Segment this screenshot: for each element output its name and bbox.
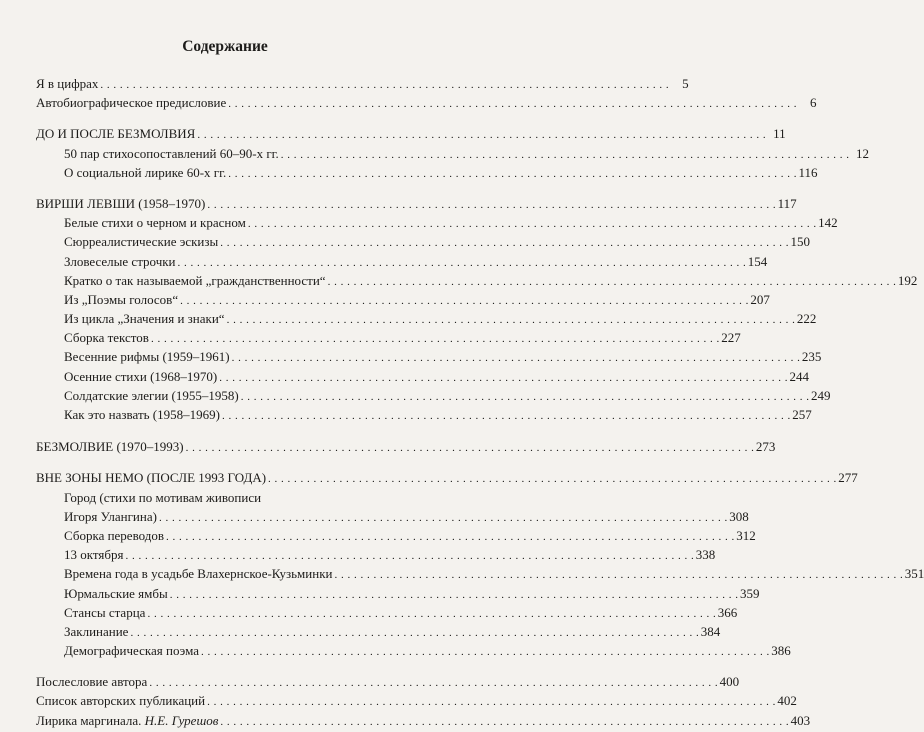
toc-entry-page: 222 bbox=[796, 311, 817, 327]
toc-entry-continued bbox=[36, 507, 749, 526]
toc-entry-title: Я в цифрах bbox=[36, 76, 99, 91]
dot-leader bbox=[186, 439, 754, 458]
toc-entry-title: 50 пар стихосопоставлений 60–90-х гг. bbox=[64, 145, 279, 161]
toc-entry-title: Как это назвать (1958–1969) bbox=[64, 407, 220, 422]
toc-entry bbox=[36, 347, 822, 366]
toc-entry bbox=[36, 144, 870, 163]
toc-entry bbox=[36, 309, 817, 328]
dot-leader bbox=[147, 605, 715, 624]
toc-entry-page: 277 bbox=[838, 470, 858, 486]
toc-entry bbox=[36, 386, 831, 405]
toc-entry bbox=[36, 252, 768, 271]
toc-section-heading bbox=[36, 437, 776, 456]
dot-leader bbox=[232, 349, 800, 368]
dot-leader bbox=[207, 196, 775, 215]
toc-entry bbox=[36, 232, 810, 251]
toc-entry-page: 11 bbox=[773, 126, 786, 142]
dot-leader bbox=[220, 234, 788, 253]
dot-leader bbox=[151, 330, 719, 349]
toc-entry-page: 235 bbox=[801, 349, 822, 365]
dot-leader bbox=[207, 693, 775, 712]
toc-entry-title: Белые стихи о черном и красном bbox=[64, 215, 246, 231]
dot-leader bbox=[281, 146, 849, 165]
toc-entry-title: ВНЕ ЗОНЫ НЕМО (ПОСЛЕ 1993 ГОДА) bbox=[36, 470, 267, 486]
toc-entry-page: 308 bbox=[729, 508, 749, 524]
page-title: Содержание bbox=[182, 38, 268, 55]
toc-entry bbox=[36, 93, 817, 112]
toc-entry bbox=[36, 367, 810, 386]
toc-entry bbox=[36, 622, 721, 641]
toc-entry-page: 207 bbox=[750, 291, 770, 307]
toc-entry-title: Сборка переводов bbox=[64, 527, 165, 543]
toc-entry-page: 5 bbox=[682, 76, 689, 91]
toc-entry-title: Сюрреалистические эскизы bbox=[64, 234, 219, 250]
toc-entry-page: 312 bbox=[736, 527, 756, 543]
toc-entry-title: Город (стихи по мотивам живописи bbox=[64, 489, 262, 505]
toc-entry-page: 12 bbox=[856, 145, 870, 161]
toc-entry-title bbox=[36, 711, 218, 730]
dot-leader bbox=[248, 215, 816, 234]
toc-entry bbox=[36, 641, 791, 660]
toc-entry-page: 386 bbox=[771, 643, 791, 659]
dot-leader bbox=[166, 528, 734, 547]
toc-entry-page: 359 bbox=[739, 585, 760, 601]
toc-entry-page: 150 bbox=[790, 234, 810, 250]
toc-entry-title: Из „Поэмы голосов“ bbox=[64, 291, 179, 307]
toc-entry-author: Н.Е. Гурешов bbox=[144, 712, 219, 728]
toc-entry-page: 116 bbox=[798, 164, 818, 180]
dot-leader bbox=[228, 95, 796, 114]
toc-section-heading bbox=[36, 468, 858, 487]
toc-entry-page: 338 bbox=[695, 547, 716, 563]
toc-entry-title: Сборка текстов bbox=[64, 330, 149, 346]
toc-entry bbox=[36, 584, 760, 603]
toc-section-heading bbox=[36, 124, 786, 143]
toc-entry bbox=[36, 271, 918, 290]
toc-entry-page: 6 bbox=[810, 95, 817, 111]
toc-entry-page: 142 bbox=[818, 215, 838, 231]
dot-leader bbox=[220, 713, 788, 732]
dot-leader bbox=[201, 643, 769, 662]
toc-entry-page: 192 bbox=[897, 272, 918, 288]
toc-entry-title: Зловеселые строчки bbox=[64, 253, 176, 269]
toc-entry bbox=[36, 672, 740, 691]
toc-entry bbox=[36, 163, 818, 182]
toc-entry-page: 400 bbox=[719, 674, 740, 690]
toc-entry-title: 13 октября bbox=[64, 547, 124, 563]
toc-entry bbox=[36, 290, 770, 309]
dot-leader bbox=[130, 624, 698, 643]
dot-leader bbox=[268, 470, 836, 489]
toc-entry-title: Времена года в усадьбе Влахернское-Кузьминки bbox=[64, 566, 333, 582]
toc-entry-title: Демографическая поэма bbox=[64, 643, 200, 659]
toc-entry bbox=[36, 545, 716, 564]
toc-entry-title: БЕЗМОЛВИЕ (1970–1993) bbox=[36, 439, 184, 455]
dot-leader bbox=[328, 273, 896, 292]
dot-leader bbox=[222, 407, 790, 426]
toc-entry-title: Стансы старца bbox=[64, 604, 146, 620]
dot-leader bbox=[241, 388, 809, 407]
toc-entry-title-text: Лирика маргинала. bbox=[36, 712, 142, 728]
toc-entry bbox=[36, 564, 924, 583]
toc-entry-title: Весенние рифмы (1959–1961) bbox=[64, 349, 230, 365]
toc-entry bbox=[36, 711, 811, 730]
toc-entry-page: 249 bbox=[810, 387, 831, 403]
toc-entry bbox=[36, 526, 756, 545]
toc-entry-page: 227 bbox=[721, 330, 741, 346]
toc-entry bbox=[36, 74, 689, 93]
toc-entry-title: О социальной лирике 60-х гг. bbox=[64, 164, 227, 180]
dot-leader bbox=[197, 126, 765, 145]
toc-entry-page: 402 bbox=[777, 693, 797, 709]
toc-entry-page: 244 bbox=[789, 368, 810, 384]
toc-entry bbox=[36, 488, 414, 507]
toc-entry-title: Автобиографическое предисловие bbox=[36, 95, 227, 111]
toc-entry-title: Послесловие автора bbox=[36, 674, 148, 690]
toc-entry bbox=[36, 328, 741, 347]
table-of-contents bbox=[36, 74, 924, 730]
dot-leader bbox=[170, 586, 738, 605]
toc-entry bbox=[36, 213, 838, 232]
toc-entry-page: 117 bbox=[777, 195, 797, 211]
dot-leader bbox=[334, 566, 902, 585]
toc-entry-title: Солдатские элегии (1955–1958) bbox=[64, 387, 239, 403]
dot-leader bbox=[180, 292, 748, 311]
toc-entry bbox=[36, 405, 812, 424]
toc-entry-page: 403 bbox=[790, 712, 811, 728]
dot-leader bbox=[159, 509, 727, 528]
toc-section-heading bbox=[36, 194, 797, 213]
toc-entry-title: ВИРШИ ЛЕВШИ (1958–1970) bbox=[36, 195, 206, 211]
toc-entry-page: 366 bbox=[717, 604, 738, 620]
toc-entry bbox=[36, 603, 738, 622]
dot-leader bbox=[228, 165, 796, 184]
toc-entry-page: 273 bbox=[755, 439, 776, 455]
toc-entry-page: 257 bbox=[792, 407, 812, 422]
toc-entry-page: 351 bbox=[904, 566, 924, 582]
toc-entry-title: Из цикла „Значения и знаки“ bbox=[64, 311, 225, 327]
toc-entry-title: ДО И ПОСЛЕ БЕЗМОЛВИЯ bbox=[36, 126, 196, 142]
toc-entry-title: Заклинание bbox=[64, 623, 129, 639]
dot-leader bbox=[219, 369, 787, 388]
toc-entry bbox=[36, 691, 797, 710]
toc-entry-title: Юрмальские ямбы bbox=[64, 585, 168, 601]
toc-entry-title: Кратко о так называемой „гражданственности“ bbox=[64, 272, 326, 288]
toc-entry-title: Осенние стихи (1968–1970) bbox=[64, 368, 218, 384]
dot-leader bbox=[227, 311, 795, 330]
toc-entry-title: Игоря Улангина) bbox=[64, 508, 157, 524]
toc-entry-page: 154 bbox=[747, 253, 768, 269]
toc-entry-page: 384 bbox=[700, 623, 721, 639]
dot-leader bbox=[149, 674, 717, 693]
toc-entry-title: Список авторских публикаций bbox=[36, 693, 206, 709]
